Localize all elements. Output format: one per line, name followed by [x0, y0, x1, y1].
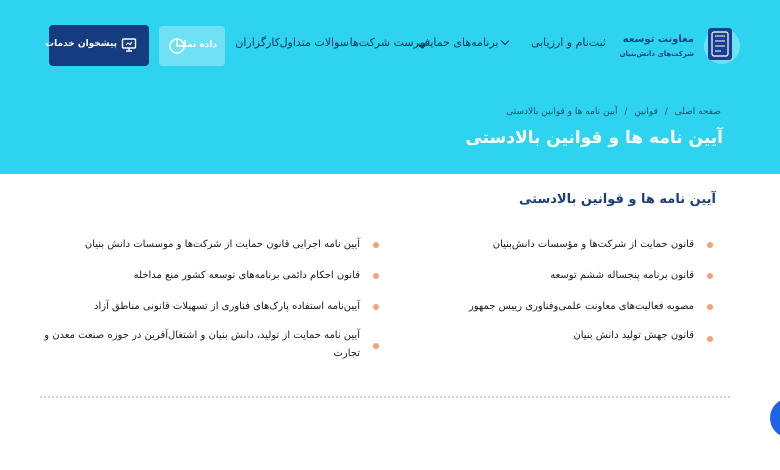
- logo-subtitle: شرکت‌های دانش‌بنیان: [619, 50, 694, 58]
- bullet-dot: [707, 242, 713, 248]
- breadcrumb-separator: /: [664, 107, 668, 117]
- bullet-dot: [707, 336, 713, 342]
- screen-icon: [121, 37, 137, 53]
- breadcrumb: [504, 107, 723, 117]
- list-item[interactable]: [364, 327, 694, 345]
- services-desk-button[interactable]: [45, 25, 149, 66]
- site-logo[interactable]: [619, 22, 740, 68]
- list-item[interactable]: [364, 298, 694, 316]
- list-item[interactable]: [44, 236, 360, 254]
- bullet-dot: [707, 304, 713, 310]
- bullet-dot: [373, 242, 379, 248]
- list-item-label: آیین‌نامه استفاده پارک‌های فناوری از تسهیلات قانونی مناطق آزاد: [93, 301, 360, 312]
- list-item[interactable]: [364, 267, 694, 285]
- breadcrumb-laws[interactable]: قوانین: [634, 107, 658, 117]
- nav-faq[interactable]: سوالات متداول: [279, 36, 349, 49]
- breadcrumb-current: آیین نامه ها و قوانین بالادستی: [506, 107, 618, 117]
- list-item[interactable]: [364, 236, 694, 254]
- nav-registration[interactable]: ثبت‌نام و ارزیابی: [530, 36, 606, 49]
- list-item[interactable]: [44, 298, 360, 316]
- list-item[interactable]: [44, 327, 360, 363]
- building-seal-icon: [700, 22, 740, 68]
- chevron-down-icon: [501, 37, 509, 45]
- nav-company-list[interactable]: فهرست شرکت‌ها: [349, 36, 430, 49]
- list-item-label: آیین نامه اجرایی قانون حمایت از شرکت‌ها و موسسات دانش بنیان: [84, 239, 360, 250]
- list-item-label: قانون احکام دائمی برنامه‌های توسعه کشور منع مداخله: [133, 270, 360, 281]
- data-dashboard-label: داده نما: [183, 40, 217, 50]
- page-title: آیین نامه ها و قوانین بالادستی: [465, 128, 723, 148]
- data-dashboard-button[interactable]: [159, 26, 225, 66]
- breadcrumb-home[interactable]: صفحه اصلی: [674, 107, 721, 117]
- bullet-dot: [707, 273, 713, 279]
- nav-support-programs[interactable]: [418, 36, 512, 49]
- nav-support-programs-label: برنامه‌های حمایتی: [417, 36, 499, 49]
- bullet-dot: [373, 304, 379, 310]
- list-item-label: قانون برنامه پنجساله ششم توسعه: [550, 270, 694, 281]
- list-item-label: قانون جهش تولید دانش بنیان: [573, 330, 694, 341]
- bullet-dot: [373, 343, 379, 349]
- nav-brokers[interactable]: کارگزاران: [235, 36, 280, 49]
- section-title: آیین نامه ها و قوانین بالادستی: [518, 192, 716, 207]
- list-item-label: مصوبه فعالیت‌های معاونت علمی‌وفناوری رییس جمهور: [468, 301, 694, 312]
- logo-title: معاونت توسعه: [622, 34, 694, 45]
- list-item[interactable]: [44, 267, 360, 285]
- chat-support-button[interactable]: [770, 398, 780, 438]
- breadcrumb-separator: /: [624, 107, 628, 117]
- section-divider: [40, 396, 730, 398]
- list-item-label: قانون حمایت از شرکت‌ها و مؤسسات دانش‌بنیان: [492, 239, 694, 250]
- bullet-dot: [373, 273, 379, 279]
- list-item-label: آیین نامه حمایت از تولید، دانش بنیان و اشتغال‌آفرین در حوزه صنعت معدن و تجارت: [44, 330, 360, 359]
- services-desk-label: پیشخوان خدمات: [45, 39, 117, 49]
